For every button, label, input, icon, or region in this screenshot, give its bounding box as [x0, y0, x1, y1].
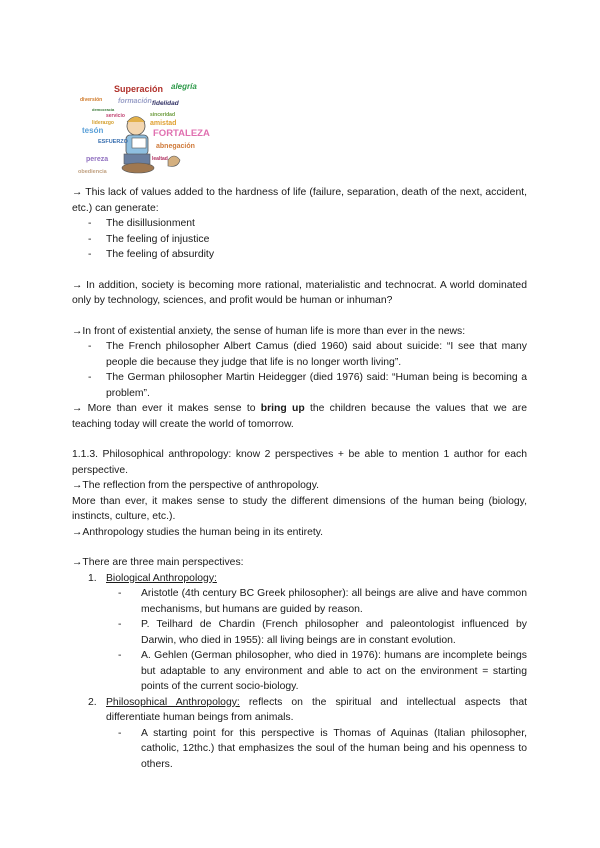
philosopher-quotes-list: [72, 339, 527, 401]
paragraph-lack-of-values: → This lack of values added to the hardness of life (failure, separation, death of the next, accident, etc.) can generate:: [72, 187, 527, 214]
list-item: - The French philosopher Albert Camus (died 1960) said about suicide: “I see that many people die because they judge that life is no longer worth living”.: [72, 339, 527, 370]
list-item: - The German philosopher Martin Heidegger (died 1976) said: “Human being is becoming a problem”.: [72, 370, 527, 401]
word-obediencia: obediencia: [78, 169, 107, 175]
paragraph-existential-anxiety: →In front of existential anxiety, the sense of human life is more than ever in the news:: [72, 325, 466, 337]
list-item: - Aristotle (4th century BC Greek philosopher): all beings are alive and have common mechanisms, but humans are guided by reason.: [72, 586, 527, 617]
word-pereza: pereza: [86, 156, 109, 163]
text-fragment: → More than ever it makes sense to: [72, 403, 261, 414]
biological-authors-list: [72, 586, 527, 695]
word-alegria: alegría: [171, 82, 197, 91]
word-servicio: servicio: [106, 113, 125, 119]
perspectives-list: [72, 571, 527, 773]
list-item: - The disillusionment: [72, 216, 527, 232]
word-teson: tesón: [82, 126, 104, 135]
word-lealtad: lealtad: [152, 156, 168, 162]
word-superacion: Superación: [114, 84, 164, 94]
list-number: 2.: [88, 696, 97, 708]
perspective-philosophical: [72, 695, 527, 773]
word-amistad: amistad: [150, 120, 177, 127]
document-page: [72, 78, 527, 772]
paragraph-bring-up: [72, 401, 527, 432]
paragraph-reflection: →The reflection from the perspective of anthropology.: [72, 480, 320, 491]
paragraph-dimensions: More than ever, it makes sense to study the different dimensions of the human being (biology, instincts, culture, etc.).: [72, 495, 527, 522]
word-abnegacion: abnegación: [156, 143, 195, 150]
section-heading: 1.1.3. Philosophical anthropology: know 2 perspectives + be able to mention 1 author for each perspective.: [72, 449, 527, 476]
word-fortaleza: FORTALEZA: [153, 128, 210, 139]
philosophical-authors-list: [72, 726, 527, 773]
word-esfuerzo: ESFUERZO: [98, 139, 128, 145]
list-item: - The feeling of absurdity: [72, 247, 527, 263]
word-fidelidad: fidelidad: [152, 100, 179, 107]
word-sinceridad: sinceridad: [150, 112, 176, 118]
list-item: - A starting point for this perspective is Thomas of Aquinas (Italian philosopher, catholic, 12thc.) that emphasizes the soul of the human being and his openness to others.: [72, 726, 527, 773]
paragraph-perspectives-intro: →There are three main perspectives:: [72, 557, 244, 568]
perspective-title: Philosophical Anthropology:: [106, 696, 240, 708]
text-fragment: the children because the values that we are teaching today will create the world of tomorrow.: [72, 403, 527, 430]
perspective-description: reflects on the spiritual and intellectual aspects that differentiate human beings from animals.: [106, 696, 527, 723]
list-item: - A. Gehlen (German philosopher, who died in 1976): humans are incomplete beings but adaptable to any environment and able to act on the environment = starting points of the current socio-biology.: [72, 648, 527, 695]
paragraph-entirety: →Anthropology studies the human being in its entirety.: [72, 526, 324, 538]
word-liderazgo: liderazgo: [92, 120, 114, 126]
list-number: 1.: [88, 572, 97, 584]
bold-text: bring up: [260, 403, 305, 414]
values-word-cloud-image: [76, 78, 216, 178]
word-diversion: diversión: [80, 97, 103, 103]
consequences-list: [72, 216, 527, 263]
list-item: - P. Teilhard de Chardin (French philosopher and paleontologist influenced by Darwin, who died in 1955): all living beings are in constant evolution.: [72, 617, 527, 648]
perspective-biological: [72, 571, 527, 695]
perspective-title: Biological Anthropology:: [106, 572, 217, 584]
word-democracia: democracia: [92, 107, 115, 112]
list-item: - The feeling of injustice: [72, 232, 527, 248]
paragraph-society: → In addition, society is becoming more rational, materialistic and technocrat. A world dominated only by technology, sciences, and profit would be human or inhuman?: [72, 279, 527, 306]
word-formacion: formación: [118, 98, 152, 105]
